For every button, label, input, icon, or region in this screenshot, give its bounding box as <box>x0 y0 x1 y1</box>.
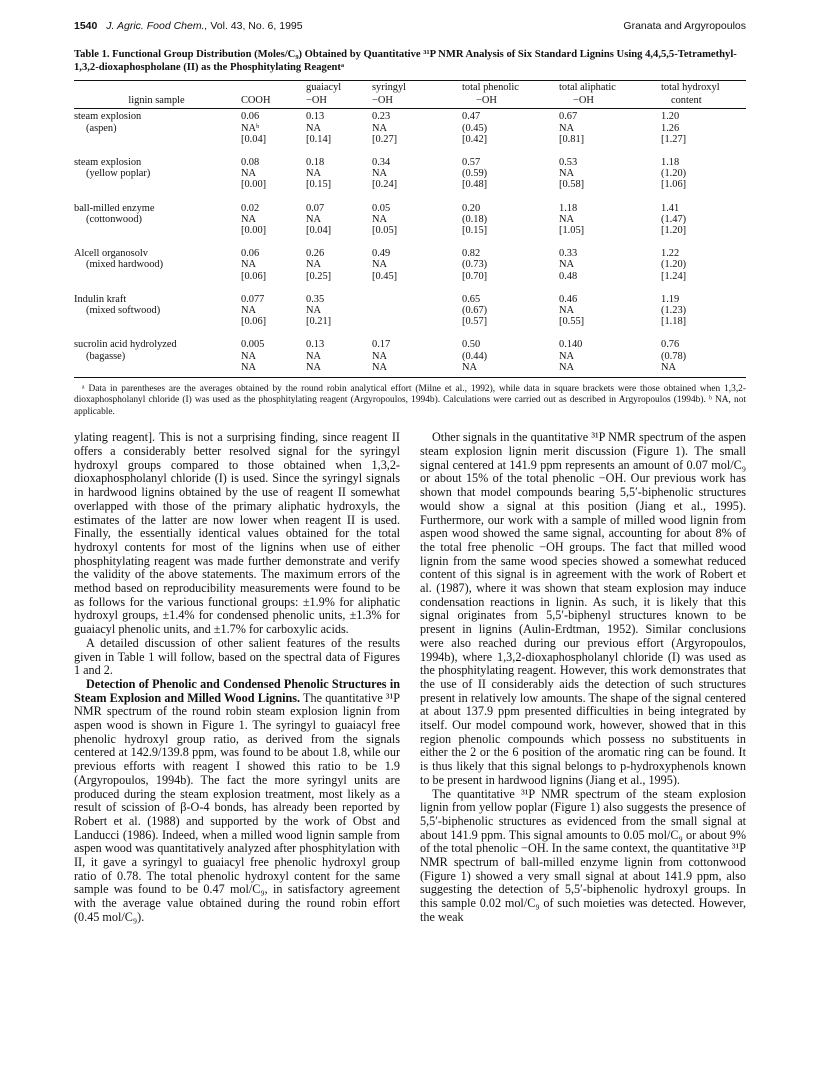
cell-value: (0.67) <box>462 305 488 317</box>
cell-value: (0.44) <box>462 350 488 362</box>
left-paragraph-2: A detailed discussion of other salient features of the results given in Table 1 will follow, based on the spectral data of Figures 1 and 2. <box>74 635 400 678</box>
cell-value: 1.18 <box>559 202 578 214</box>
cell-value: NA <box>306 168 322 180</box>
sample-name: Indulin kraft <box>74 293 127 305</box>
sample-name-cell <box>74 248 241 294</box>
right-paragraph-2: The quantitative ³¹P NMR spectrum of the steam explosion lignin from yellow poplar (Figure 1) also suggests the presence of 5,5′-biphenolic structures as evidenced from the small signal at about 141.9 ppm. This signal amounts to 0.05 mol/C₉ or about 9% of the total phenolic −OH. In the same context, the quantitative ³¹P NMR spectrum of ball-milled enzyme lignin from cottonwood (Figure 1) showed a very small signal at about 141.9 ppm, also suggesting the detection of 5,5′-biphenolic hydroxyl groups. In this sample 0.02 mol/C₉ of such moieties was detected. However, the weak <box>420 786 746 924</box>
cell-value: [1.24] <box>661 270 687 282</box>
cell-value: (0.78) <box>661 350 687 362</box>
cell-value: [0.25] <box>306 270 332 282</box>
cell-syringyl <box>372 248 462 294</box>
cell-value: [0.55] <box>559 316 585 328</box>
cell-phenolic <box>462 109 559 157</box>
sample-name-cell <box>74 294 241 340</box>
cell-value: NAᵇ <box>241 122 260 134</box>
cell-value: (1.20) <box>661 168 687 180</box>
cell-hydroxyl <box>661 109 746 157</box>
cell-value: 0.46 <box>559 293 578 305</box>
cell-aliphatic <box>559 157 661 203</box>
cell-cooh <box>241 109 306 157</box>
table-header-row-2 <box>74 94 746 109</box>
table-row <box>74 294 746 340</box>
journal-name: J. Agric. Food Chem., <box>106 20 208 32</box>
cell-syringyl <box>372 339 462 377</box>
section-heading: Detection of Phenolic and Condensed Phenolic Structures in Steam Explosion and Milled Wood Lignins. <box>74 676 400 705</box>
cell-value: NA <box>559 259 575 271</box>
header-phenolic-oh: −OH <box>462 94 559 109</box>
cell-hydroxyl <box>661 294 746 340</box>
cell-value: 1.41 <box>661 202 680 214</box>
cell-value: 1.22 <box>661 248 680 260</box>
cell-value: (0.73) <box>462 259 488 271</box>
cell-value <box>372 294 460 305</box>
sample-name-cell <box>74 109 241 157</box>
volume-info: Vol. 43, No. 6, 1995 <box>210 20 303 32</box>
cell-cooh <box>241 294 306 340</box>
cell-value: 0.34 <box>372 157 391 169</box>
cell-value: NA <box>241 350 257 362</box>
cell-value: 0.06 <box>241 111 260 123</box>
cell-value: 0.65 <box>462 293 481 305</box>
cell-value: [0.04] <box>241 133 267 145</box>
cell-value: 1.20 <box>661 111 680 123</box>
cell-guaiacyl <box>306 203 372 249</box>
cell-aliphatic <box>559 339 661 377</box>
left-paragraph-1: ylating reagent]. This is not a surprising finding, since reagent II offers a considerably better resolved signal for the syringyl hydroxyl groups compared to those obtained when 1,3,2-dioxaphospholanyl chloride (I) is used. Since the syringyl signals in hardwood lignins obtained by the use of reagent II somewhat overlapped with those of the primary aliphatic hydroxyls, the estimates of the latter are now lower when reagent II is used. Finally, the essentially identical values obtained for the total hydroxyl contents for most of the lignins when use of either phosphitylating reagent was made further demonstrate and verify the validity of the above statements. The maximum errors of the method based on reproducibility measurements were found to be as follows for the various functional groups: ±1.9% for aliphatic hydroxyl groups, ±1.4% for condensed phenolic units, ±1.3% for guaiacyl phenolic units, and ±1.7% for carboxylic acids. <box>74 430 400 637</box>
header-total-hydroxyl: total hydroxyl <box>661 81 746 95</box>
cell-value: NA <box>559 305 575 317</box>
cell-value: 0.13 <box>306 111 325 123</box>
cell-value: 0.57 <box>462 157 481 169</box>
sample-name-cell <box>74 203 241 249</box>
cell-value: 0.35 <box>306 293 325 305</box>
cell-value: NA <box>306 213 322 225</box>
cell-value: NA <box>241 213 257 225</box>
cell-hydroxyl <box>661 339 746 377</box>
table-row <box>74 157 746 203</box>
cell-value: (0.59) <box>462 168 488 180</box>
cell-value: [0.48] <box>462 179 488 191</box>
cell-cooh <box>241 157 306 203</box>
cell-value: 1.19 <box>661 293 680 305</box>
cell-value: (1.23) <box>661 305 687 317</box>
table-row <box>74 109 746 157</box>
table-row <box>74 248 746 294</box>
cell-value: (1.20) <box>661 259 687 271</box>
cell-value: NA <box>559 350 575 362</box>
cell-phenolic <box>462 157 559 203</box>
table-caption: Table 1. Functional Group Distribution (Moles/C₉) Obtained by Quantitative ³¹P NMR Analysis of Six Standard Lignins Using 4,4,5,5-Tetramethyl-1,3,2-dioxaphospholane (II) as the Phosphitylating Reagentᵃ <box>74 49 737 73</box>
table-row <box>74 203 746 249</box>
cell-cooh <box>241 203 306 249</box>
cell-value: NA <box>372 168 388 180</box>
cell-value: 0.53 <box>559 157 578 169</box>
cell-hydroxyl <box>661 157 746 203</box>
cell-value: [1.05] <box>559 225 585 237</box>
cell-syringyl <box>372 203 462 249</box>
cell-hydroxyl <box>661 203 746 249</box>
cell-value: 0.33 <box>559 248 578 260</box>
cell-value: NA <box>559 168 575 180</box>
cell-value: 0.05 <box>372 202 391 214</box>
running-head <box>74 20 746 36</box>
cell-value: [0.14] <box>306 133 332 145</box>
journal-page <box>74 20 746 925</box>
cell-value: NA <box>372 350 388 362</box>
cell-value: [0.70] <box>462 270 488 282</box>
cell-aliphatic <box>559 109 661 157</box>
cell-syringyl <box>372 157 462 203</box>
cell-cooh <box>241 339 306 377</box>
sample-source: (mixed softwood) <box>86 305 161 317</box>
sample-source: (aspen) <box>86 122 117 134</box>
cell-phenolic <box>462 294 559 340</box>
cell-value: NA <box>306 259 322 271</box>
cell-value: 0.07 <box>306 202 325 214</box>
cell-value: [0.00] <box>241 179 267 191</box>
cell-value: 0.13 <box>306 339 325 351</box>
cell-guaiacyl <box>306 109 372 157</box>
running-head-authors: Granata and Argyropoulos <box>623 20 746 32</box>
sample-source: (bagasse) <box>86 350 126 362</box>
cell-value: 0.005 <box>241 339 265 351</box>
cell-value: 0.17 <box>372 339 391 351</box>
cell-value: 0.140 <box>559 339 583 351</box>
left-paragraph-3-text: The quantitative ³¹P NMR spectrum of the round robin steam explosion lignin from aspen wood is shown in Figure 1. The syringyl to guaiacyl free phenolic hydroxyl group ratio, as derived from the signals centered at 142.9/139.8 ppm, was found to be about 1.8, while our previous efforts with reagent I showed this ratio to be 1.9 (Argyropoulos, 1994b). The fact the more syringyl units are produced during the steam explosion treatment, most likely as a result of scission of β-O-4 bonds, has already been reported by Robert et al. (1988) and supported by the work of Obst and Landucci (1986). Indeed, when a milled wood lignin sample from aspen wood was quantitatively analyzed after phosphitylation with II, it gave a syringyl to guaiacyl free phenolic hydroxyl group ratio of 0.78. The total phenolic hydroxyl content for the same sample was found to be 0.47 mol/C₉, in satisfactory agreement with the average value obtained during the round robin effort (0.45 mol/C₉). <box>74 690 401 924</box>
header-guaiacyl: guaiacyl <box>306 81 372 95</box>
sample-name-cell <box>74 339 241 377</box>
sample-name: Alcell organosolv <box>74 248 148 260</box>
cell-value: [0.58] <box>559 179 585 191</box>
cell-value: [0.04] <box>306 225 332 237</box>
cell-syringyl <box>372 109 462 157</box>
cell-value: [0.06] <box>241 270 267 282</box>
page-number: 1540 <box>74 20 98 32</box>
cell-value: NA <box>306 122 322 134</box>
cell-value: [1.27] <box>661 133 687 145</box>
cell-value: 0.76 <box>661 339 680 351</box>
cell-value: NA <box>306 305 322 317</box>
cell-value: [0.45] <box>372 270 398 282</box>
header-total-aliphatic: total aliphatic <box>559 81 661 95</box>
cell-hydroxyl <box>661 248 746 294</box>
sample-source: (mixed hardwood) <box>86 259 164 271</box>
cell-value: 0.49 <box>372 248 391 260</box>
table-row <box>74 339 746 377</box>
cell-value: NA <box>559 122 575 134</box>
cell-value: NA <box>241 361 257 373</box>
cell-aliphatic <box>559 294 661 340</box>
header-cooh: COOH <box>241 94 306 109</box>
cell-value: NA <box>241 305 257 317</box>
cell-guaiacyl <box>306 339 372 377</box>
cell-value: [0.57] <box>462 316 488 328</box>
cell-value: 0.077 <box>241 293 265 305</box>
cell-value: NA <box>372 361 388 373</box>
cell-value: 0.82 <box>462 248 481 260</box>
left-column <box>74 431 400 924</box>
cell-phenolic <box>462 339 559 377</box>
header-lignin-sample: lignin sample <box>74 94 241 109</box>
cell-value: NA <box>559 213 575 225</box>
cell-value: NA <box>306 350 322 362</box>
left-paragraph-3 <box>74 678 400 925</box>
header-aliphatic-oh: −OH <box>559 94 661 109</box>
cell-value: 0.67 <box>559 111 578 123</box>
cell-phenolic <box>462 203 559 249</box>
cell-value <box>372 305 460 316</box>
sample-name: sucrolin acid hydrolyzed <box>74 339 177 351</box>
cell-value: 0.06 <box>241 248 260 260</box>
cell-value: [0.15] <box>306 179 332 191</box>
sample-source: (cottonwood) <box>86 213 142 225</box>
cell-value: 1.18 <box>661 157 680 169</box>
cell-phenolic <box>462 248 559 294</box>
cell-value: 0.50 <box>462 339 481 351</box>
cell-value: [0.06] <box>241 316 267 328</box>
cell-value: [1.06] <box>661 179 687 191</box>
cell-value: [1.20] <box>661 225 687 237</box>
cell-value: NA <box>372 122 388 134</box>
right-paragraph-1: Other signals in the quantitative ³¹P NMR spectrum of the aspen steam explosion lignin merit discussion (Figure 1). The small signal centered at 141.9 ppm represents an amount of 0.07 mol/C₉ or about 15% of the total phenolic −OH. Our previous work has shown that model compounds bearing 5,5′-biphenolic structures would show a signal at this position (Jiang et al., 1995). Furthermore, our work with a sample of milled wood lignin from aspen wood showed the same signal, accounting for about 8% of the total free phenolic −OH groups. The fact that milled wood lignin from the same wood species showed a somewhat reduced content of this signal is in agreement with the work of Robert et al. (1987), where it was shown that steam explosion may induce condensation reactions in lignin. As such, it is likely that this signal originates from 5,5′-biphenyl structures known to be present in lignins (Aulin-Erdtman, 1952). Similar conclusions were also reached during our previous effort (Argyropoulos, 1994b), where 1,3,2-dioxaphospholanyl chloride (I) was used as the phosphitylating reagent. However, this work demonstrates that the use of II considerably aids the detection of such structures present in relatively low amounts. The shape of the signal centered at about 137.9 ppm presented difficulties in being integrated by itself. Our model compound work, however, showed that in this region phenolic compounds which possess no substituents in either the 2 or the 6 position of the aromatic ring can be found. It is thus likely that this signal belongs to p-hydroxyphenols known to be present in hardwood lignins (Jiang et al., 1995). <box>420 430 746 787</box>
cell-value: (0.45) <box>462 122 488 134</box>
cell-syringyl <box>372 294 462 340</box>
header-syringyl: syringyl <box>372 81 462 95</box>
cell-value: [0.24] <box>372 179 398 191</box>
sample-name: steam explosion <box>74 111 142 123</box>
functional-group-table <box>74 80 746 378</box>
table-body <box>74 109 746 378</box>
cell-value: [1.18] <box>661 316 687 328</box>
cell-value: [0.42] <box>462 133 488 145</box>
cell-value: NA <box>559 361 575 373</box>
cell-value: 1.26 <box>661 122 680 134</box>
header-syringyl-oh: −OH <box>372 94 462 109</box>
right-column <box>420 431 746 924</box>
cell-value: 0.23 <box>372 111 391 123</box>
cell-value: [0.00] <box>241 225 267 237</box>
cell-guaiacyl <box>306 248 372 294</box>
table-header-row-1 <box>74 81 746 95</box>
cell-value: [0.15] <box>462 225 488 237</box>
header-guaiacyl-oh: −OH <box>306 94 372 109</box>
cell-value: [0.21] <box>306 316 332 328</box>
sample-name: steam explosion <box>74 157 142 169</box>
sample-source: (yellow poplar) <box>86 168 151 180</box>
cell-value: NA <box>241 168 257 180</box>
cell-guaiacyl <box>306 157 372 203</box>
cell-value: 0.26 <box>306 248 325 260</box>
cell-value: 0.20 <box>462 202 481 214</box>
cell-cooh <box>241 248 306 294</box>
cell-value: 0.08 <box>241 157 260 169</box>
cell-value: 0.48 <box>559 270 578 282</box>
body-columns <box>74 431 746 924</box>
cell-value: NA <box>372 259 388 271</box>
cell-value: NA <box>462 361 478 373</box>
cell-value: (0.18) <box>462 213 488 225</box>
cell-value: NA <box>241 259 257 271</box>
cell-value: 0.18 <box>306 157 325 169</box>
cell-value <box>372 316 460 327</box>
cell-value: 0.47 <box>462 111 481 123</box>
cell-value: [0.05] <box>372 225 398 237</box>
cell-guaiacyl <box>306 294 372 340</box>
header-hydroxyl-content: content <box>661 94 746 109</box>
cell-value: NA <box>372 213 388 225</box>
cell-value: 0.02 <box>241 202 260 214</box>
cell-aliphatic <box>559 248 661 294</box>
cell-value: [0.81] <box>559 133 585 145</box>
header-total-phenolic: total phenolic <box>462 81 559 95</box>
sample-name: ball-milled enzyme <box>74 202 155 214</box>
cell-value: NA <box>306 361 322 373</box>
cell-value: [0.27] <box>372 133 398 145</box>
sample-name-cell <box>74 157 241 203</box>
running-head-left <box>74 20 303 32</box>
table-footnote: ᵃ Data in parentheses are the averages obtained by the round robin analytical effort (Milne et al., 1992), while data in square brackets were those obtained when 1,3,2-dioxaphospholanyl chloride (I) was used as the phosphitylating reagent (Argyropoulos, 1994b). Calculations were carried out as described in Argyropoulos (1994b). ᵇ NA, not applicable. <box>74 384 746 417</box>
cell-aliphatic <box>559 203 661 249</box>
cell-value: NA <box>661 361 677 373</box>
cell-value: (1.47) <box>661 213 687 225</box>
